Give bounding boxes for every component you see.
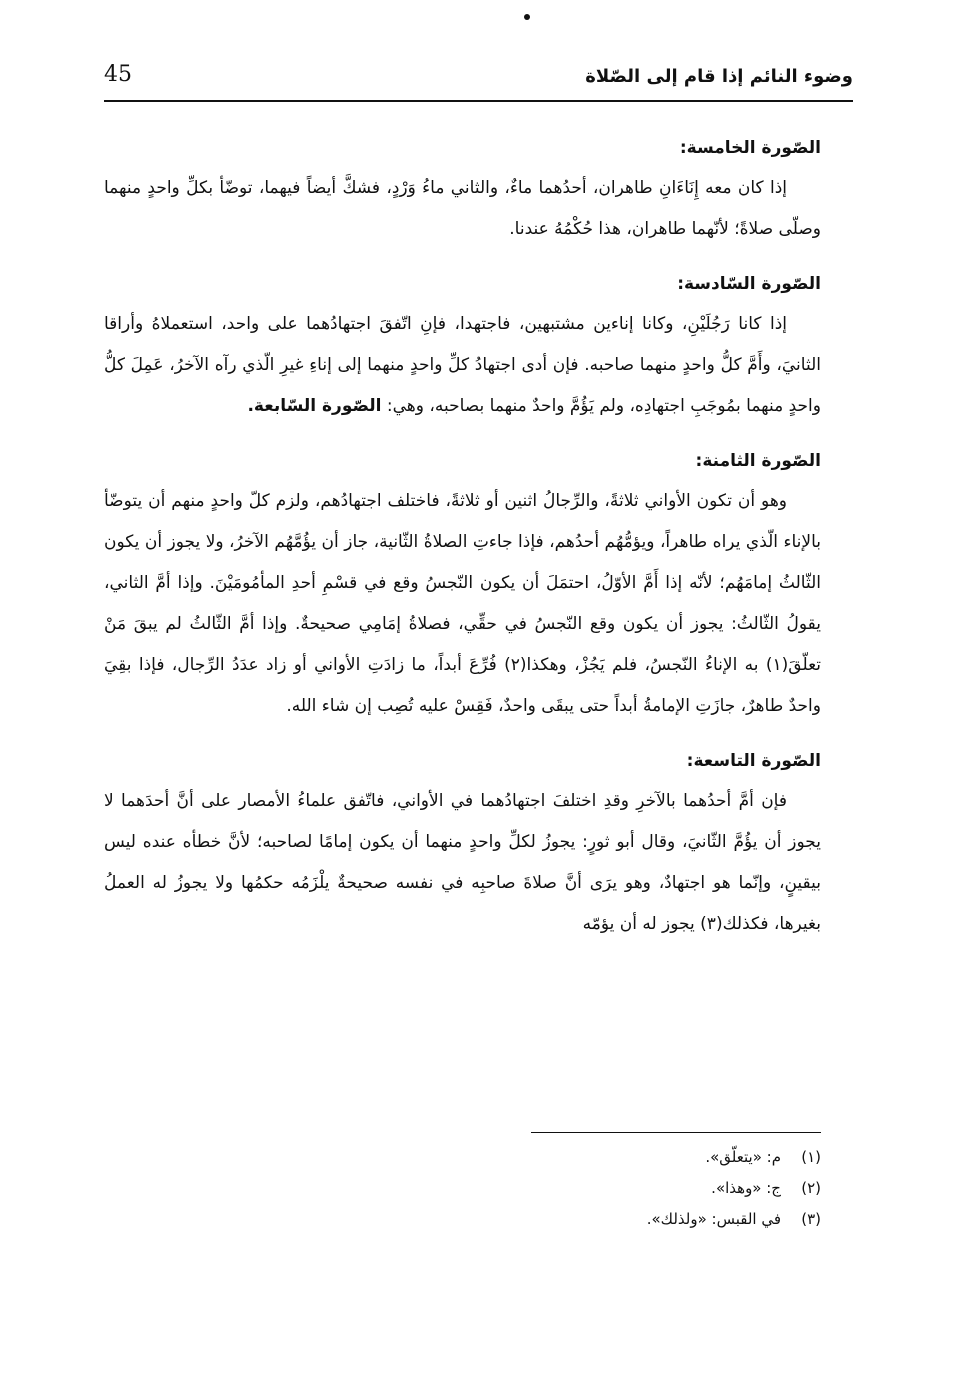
ink-dot <box>524 14 530 20</box>
footnote-text: في القبس: «ولذلك». <box>646 1210 781 1228</box>
section-ninth-image <box>104 733 821 945</box>
page-number: 45 <box>104 62 132 87</box>
footnote <box>421 1173 821 1204</box>
footnotes <box>421 1142 821 1235</box>
footnote-text: م: «يتعلّق». <box>705 1148 781 1166</box>
footnote-divider <box>531 1132 821 1133</box>
running-title: وضوء النائم إذا قام إلى الصّلاة <box>585 66 853 87</box>
section-paragraph: فإن أمَّ أحدُهما بالآخرِ وقدِ اختلفَ اجتهادُهما في الأواني، فاتّفق علماءُ الأمصار على أنَّ أحدَهما لا يجوز أن يؤُمَّ الثّانيَ، وقال أبو ثورٍ: يجوزُ لكلِّ واحدٍ منهما أن يكون إمامًا لصاحبه؛ لأنَّ خطأه عنده ليس بيقينٍ، وإنّما هو اجتهادٌ، وهو يرَى أنَّ صلاةَ صاحبِه في نفسه صحيحةٌ يلْزَمُه حكمُها ولا يجوزُ له العملُ بغيرها، فكذلك(٣) يجوز له أن يؤمّه <box>104 791 821 934</box>
footnote-number: (١) <box>801 1148 821 1166</box>
footnote-number: (٣) <box>801 1210 821 1228</box>
footnote <box>421 1142 821 1173</box>
section-heading: الصّورة السّادسة: <box>677 274 821 294</box>
footnote <box>421 1204 821 1235</box>
footnote-number: (٢) <box>801 1179 821 1197</box>
section-sixth-image <box>104 256 821 427</box>
section-eighth-image <box>104 433 821 727</box>
main-text <box>104 120 821 951</box>
section-paragraph: وهو أن تكون الأواني ثلاثةً، والرِّجالُ اثنين أو ثلاثةً، فاختلف اجتهادُهم، ولزم كلّ واحدٍ منهم أن يتوضّأ بالإناء الّذي يراه طاهراً، ويؤمُّهُم أحدُهم، فإذا جاءتِ الصلاةُ الثّانية، جاز أن يؤُمَّهُم الآخرُ، ولا يجوز أن يكون الثّالثُ إمامَهُم؛ لأنّه إذا أَمَّ الأوّلُ، احتمَلَ أن يكون النّجسُ وقع في قسْمِ أحدِ المأمُومَيْنَ. وإذا أمَّ الثاني، يقولُ الثّالثُ: يجوز أن يكون وقع النّجسُ في حقِّي، فصلاةُ إمَامِي صحيحةٌ. وإذا أمَّ الثّالثُ لم يبقَ مَنْ تعلّقَ(١) به الإناءُ النّجسُ، فلم يَجُزْ، وهكذا(٢) فُرِّعَ أبداً، ما زادَتِ الأواني أو زاد عدَدُ الرِّجال، فإذا بقِيَ واحدٌ طاهرٌ، جازَتِ الإمامةُ أبداً حتى يبقَى واحدٌ، فَقِسْ عليه تُصِب إن شاء الله. <box>104 491 822 716</box>
paragraph-bold-tail: الصّورة السّابعة. <box>247 396 382 416</box>
section-heading: الصّورة الثامنة: <box>695 451 821 471</box>
paragraph-text: إذا كانا رَجُلَيْنِ، وكانا إناءين مشتبهين، فاجتهدا، فإنِ اتّفقَ اجتهادُهما على واحد، استعملاهُ وأراقا الثانيَ، وأَمَّ كلُّ واحدٍ منهما صاحبه. فإن أدى اجتهادُ كلِّ واحدٍ منهما إلى إناءِ غيرِ الّذي رآه الآخرُ، عَمِلَ كلُّ واحدٍ منهما بمُوجَبِ اجتهادِه، ولم يَؤُمَّ واحدٌ منهما بصاحبه، وهي: <box>104 314 821 416</box>
footnote-text: ج: «وهذا». <box>711 1179 781 1197</box>
page-header <box>104 60 853 102</box>
section-paragraph <box>104 304 821 427</box>
section-fifth-image <box>104 120 821 250</box>
section-heading: الصّورة التاسعة: <box>686 751 821 771</box>
section-paragraph: إذا كان معه إِنَاءَانِ طاهران، أحدُهما ماءٌ، والثاني ماءُ وَرْدٍ، فشكَّ أيضاً فيهما، توضّأ بكلِّ واحدٍ منهما وصلّى صلاةً؛ لأنّهما طاهران، هذا حُكْمُهُ عندنا. <box>104 178 821 239</box>
section-heading: الصّورة الخامسة: <box>679 138 821 158</box>
